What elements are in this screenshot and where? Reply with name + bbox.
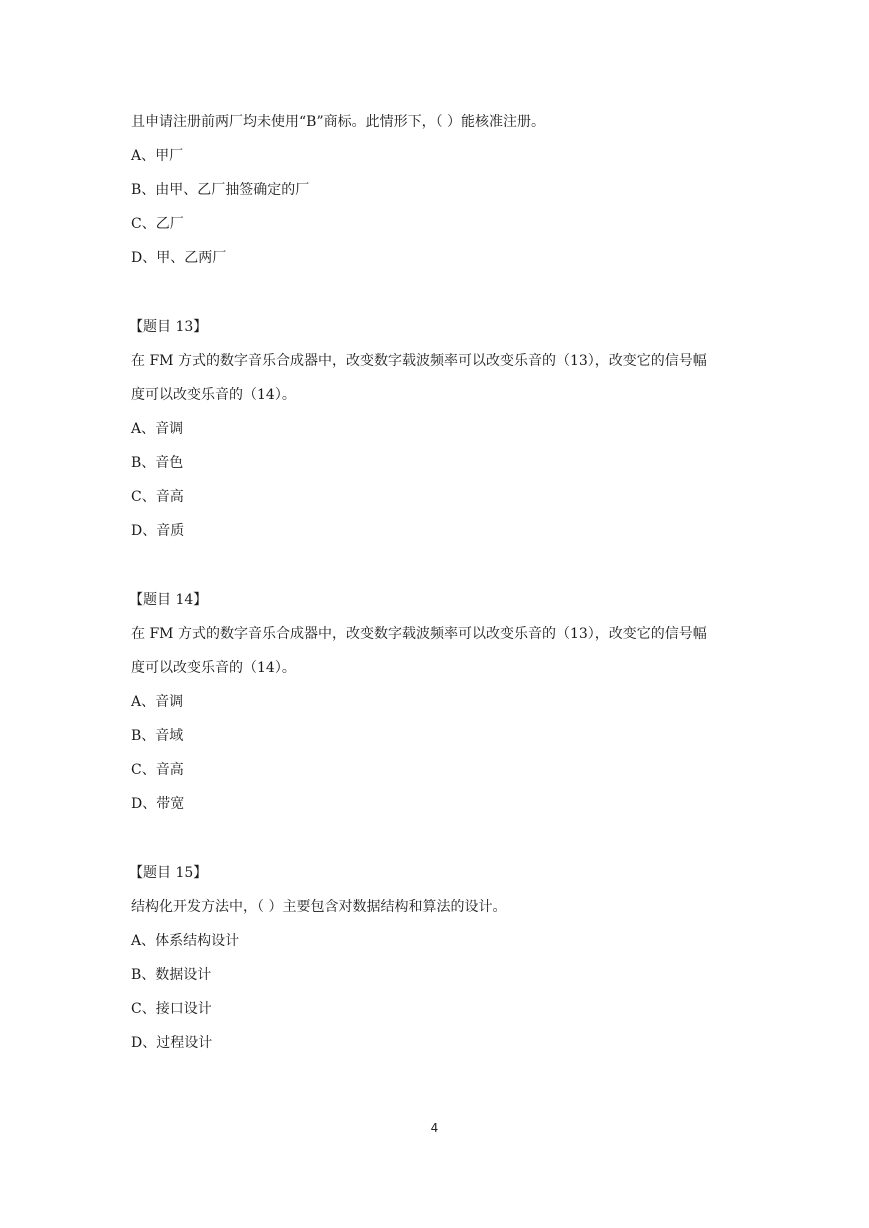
question-heading: 【题目 13】 [129,319,208,335]
option-a: A、体系结构设计 [131,933,240,949]
option-d: D、过程设计 [131,1035,213,1051]
option-a: A、甲厂 [131,148,184,164]
option-b: B、音域 [131,728,184,744]
option-a: A、音调 [131,694,184,710]
option-b: B、音色 [131,455,184,471]
option-c: C、音高 [131,762,184,778]
option-b: B、数据设计 [131,967,212,983]
question-stem: 在 FM 方式的数字音乐合成器中，改变数字载波频率可以改变乐音的（13），改变它的信号幅 [131,353,707,369]
option-a: A、音调 [131,421,184,437]
question-heading: 【题目 14】 [129,592,208,608]
option-d: D、带宽 [131,796,185,812]
question-stem: 度可以改变乐音的（14）。 [131,660,296,676]
question-stem: 在 FM 方式的数字音乐合成器中，改变数字载波频率可以改变乐音的（13），改变它的信号幅 [131,626,707,642]
question-stem: 且申请注册前两厂均未使用“B”商标。此情形下，（ ）能核准注册。 [131,114,546,130]
option-b: B、由甲、乙厂抽签确定的厂 [131,182,310,198]
option-c: C、乙厂 [131,216,184,232]
question-stem: 结构化开发方法中，（ ）主要包含对数据结构和算法的设计。 [131,899,507,915]
option-d: D、音质 [131,523,185,539]
page-number: 4 [430,1121,439,1135]
option-c: C、接口设计 [131,1001,212,1017]
question-heading: 【题目 15】 [129,865,208,881]
option-d: D、甲、乙两厂 [131,250,227,266]
option-c: C、音高 [131,489,184,505]
question-stem: 度可以改变乐音的（14）。 [131,387,296,403]
